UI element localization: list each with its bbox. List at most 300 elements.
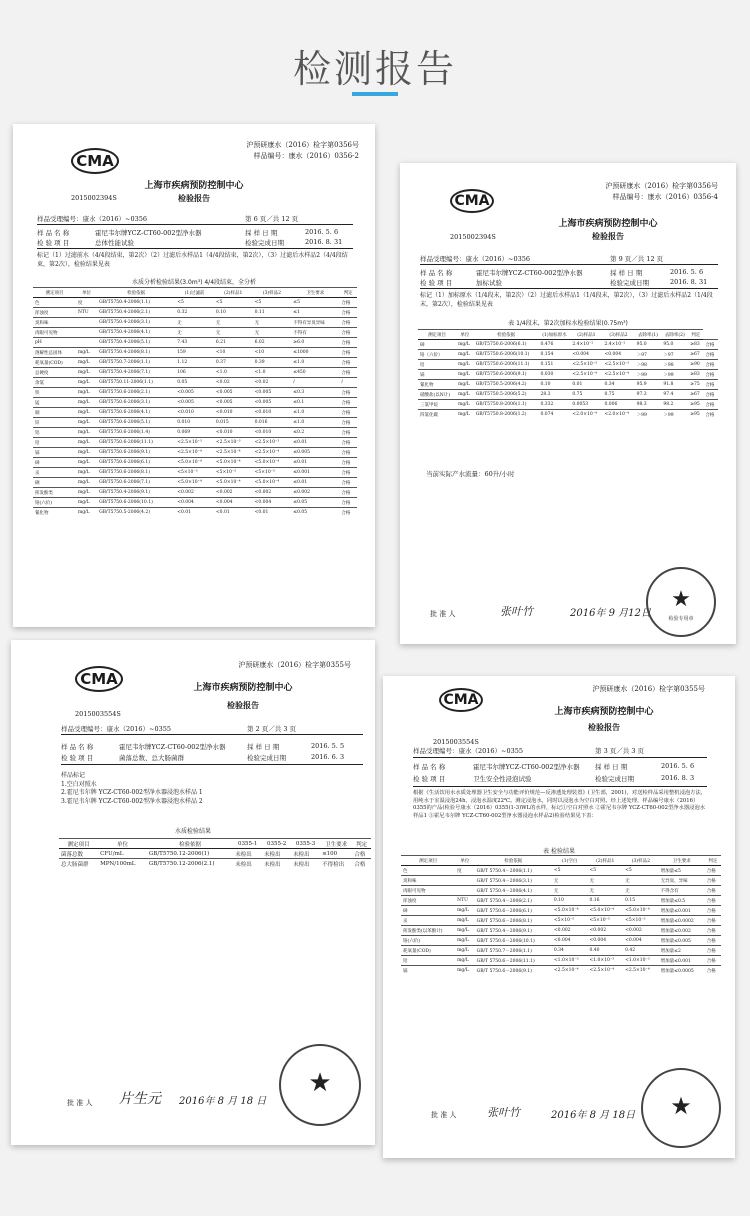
table-cell: GB/T5750.7-2006(1.1) (97, 358, 175, 368)
table-cell: 无 (587, 876, 623, 886)
test-item: 菌落总数、总大肠菌群 (119, 754, 184, 762)
table-cell: 合格 (705, 916, 721, 926)
table-cell: 合格 (339, 458, 357, 468)
column-header: 单位 (98, 839, 147, 849)
table-cell: 合格 (703, 350, 718, 360)
sample-number: 样品编号：康水（2016）0356-2 (253, 151, 359, 160)
sample-date: 2016. 5. 6 (670, 268, 704, 276)
table-cell: 硒 (33, 478, 76, 488)
table-row (418, 400, 718, 410)
table-row (418, 360, 718, 370)
table-cell: GB/T5750.5-2006(5.2) (474, 390, 539, 400)
column-header: (2)样品1 (587, 856, 623, 866)
table-cell: ＞99 (661, 410, 688, 420)
table-cell: 合格 (705, 966, 721, 976)
table-cell: mg/L (455, 936, 474, 946)
table-cell: 合格 (339, 418, 357, 428)
table-cell: 0.05 (175, 378, 214, 388)
mark-2: 2.霍尼韦尔牌 YCZ-CT60-002型净水器浸泡水样品 1 (61, 789, 203, 797)
test-item: 总体性能试验 (95, 239, 134, 247)
report-number: 沪预研康水（2016）检字第0355号 (238, 661, 351, 669)
official-stamp-icon: ★ 检验专用章 (646, 567, 716, 637)
column-header: 判定 (688, 330, 703, 340)
table-cell: <1.0×10⁻³ (552, 956, 588, 966)
table-cell: mg/L (76, 428, 97, 438)
table-cell: <2.5×10⁻⁴ (214, 448, 253, 458)
table-cell: <0.005 (175, 398, 214, 408)
table-cell: 合格 (705, 886, 721, 896)
table-cell: ≤1.0 (291, 408, 339, 418)
table-cell: 镉 (418, 370, 456, 380)
table-cell: ≥83 (688, 340, 703, 350)
table-cell: 增加量≤0.001 (659, 956, 705, 966)
approver-label: 批 准 人 (67, 1099, 93, 1107)
table-cell: mg/L (455, 916, 474, 926)
table-cell: 汞 (33, 468, 76, 478)
done-date-label: 检验完成日期 (245, 239, 284, 247)
table-row (33, 298, 357, 308)
table-cell: 合格 (352, 859, 371, 869)
table-cell: 增加量≤0.0005 (659, 966, 705, 976)
table-cell: GB/T5750.4-2006(4.1) (97, 328, 175, 338)
column-header: 检验依据 (147, 839, 233, 849)
table-cell: ≤0.01 (291, 458, 339, 468)
table-cell: <2.5×10⁻⁴ (253, 448, 292, 458)
table-cell: <2.5×10⁻³ (570, 360, 602, 370)
table-cell: 未检出 (262, 849, 291, 859)
table-cell: NTU (455, 896, 474, 906)
table-cell: GB/T5750.6-2006(7.1) (97, 478, 175, 488)
table-cell: CFU/mL (98, 849, 147, 859)
table-cell: 未检出 (262, 859, 291, 869)
table-cell: ≤1.0 (291, 418, 339, 428)
receipt-number: 样品受理编号：康水（2016）~0355 (413, 747, 524, 755)
column-header: 检验依据 (475, 856, 552, 866)
table-cell: 91.8 (661, 380, 688, 390)
table-cell: GB/T5750.6-2006(3.1) (97, 398, 175, 408)
report-page-2 (400, 163, 736, 644)
column-header: (1)过滤前 (175, 288, 214, 298)
cma-logo-icon: CMA (439, 688, 483, 712)
table-cell: 度 (76, 298, 97, 308)
table-cell: 合格 (339, 298, 357, 308)
table-cell: 无 (587, 886, 623, 896)
remark: 标记（1）加标原水（1/4段末，第2次）（2）过滤后水样品1（1/4段末，第2次），（3）过滤后水样品2（1/4段末，第2次），检验结果见表 (420, 292, 713, 308)
official-stamp-icon: ★ (641, 1068, 721, 1148)
table-cell: 无 (253, 318, 292, 328)
table-cell: 0.16 (587, 896, 623, 906)
table-cell: 合格 (339, 468, 357, 478)
table-cell: 0.37 (214, 358, 253, 368)
table-cell: <2.5×10⁻⁴ (623, 966, 659, 976)
table-cell: <0.004 (587, 936, 623, 946)
column-header: 单位 (76, 288, 97, 298)
table-cell: <0.005 (253, 388, 292, 398)
table-cell: ≤0.01 (291, 478, 339, 488)
table-cell: <1.0 (253, 368, 292, 378)
org-name: 上海市疾病预防控制中心 (554, 707, 654, 717)
table-cell: mg/L (76, 458, 97, 468)
table-cell: <5.0×10⁻⁴ (253, 478, 292, 488)
table-cell: 0.34 (602, 380, 634, 390)
table-cell: 色 (33, 298, 76, 308)
report-title: 检验报告 (592, 232, 624, 241)
table-cell: / (339, 378, 357, 388)
table-cell: <0.005 (214, 388, 253, 398)
table-cell: 挥发酚类 (33, 488, 76, 498)
table-cell: 合格 (339, 438, 357, 448)
table-cell: 28.3 (538, 390, 570, 400)
column-header: (3)样品2 (253, 288, 292, 298)
table-cell: <2.0×10⁻⁴ (602, 410, 634, 420)
table-cell: GB/T5750.4-2006(5.1) (97, 338, 175, 348)
table-cell: 硝酸盐(以N计) (418, 390, 456, 400)
table-cell: 肉眼可见物 (401, 886, 455, 896)
table-cell: <1.0×10⁻³ (623, 956, 659, 966)
column-header: 检验依据 (97, 288, 175, 298)
sample-name-label: 样 品 名 称 (420, 269, 453, 277)
sign-date: 2016年 8 月 18 日 (179, 1096, 267, 1107)
table-cell: 合格 (703, 340, 718, 350)
table-cell: <5.0×10⁻⁴ (587, 906, 623, 916)
procedure-paragraph: 根据《生活饮用水水质处理器卫生安全与功能评价规范—反渗透处理装置》(卫生部，2001)，对送检样品采用整机浸泡方法，用纯水于室温浸泡24h，浸泡水温度22℃。测定浸泡水，同时以浸泡水为空白对照。经上述处理，样品编号康水（2016）0355的产品(检验号康水（2016）0355(1-3)WL的水样，标记①空白对照水 ②霍尼韦尔牌 YCZ-CT60-002型净水器浸泡水样品1 ③霍尼韦尔牌 YCZ-CT60-002型净水器浸泡水样品2)检验结果见下表： (413, 790, 707, 820)
table-title: 水质分析检验结果(3.0m³) 4/4段结束，全分析 (131, 279, 257, 286)
table-cell: <2.5×10⁻⁴ (552, 966, 588, 976)
table-cell: mg/L (456, 370, 474, 380)
table-row (33, 388, 357, 398)
table-cell: <5 (175, 298, 214, 308)
test-item-label: 检 验 项 目 (420, 279, 453, 287)
report-title: 检验报告 (227, 701, 259, 710)
column-header: 去除率(2) (661, 330, 688, 340)
table-cell: 氰化物 (418, 380, 456, 390)
table-cell: GB/T5750.8-2006(1.2) (474, 410, 539, 420)
results-table (401, 855, 721, 975)
table-cell: 合格 (703, 400, 718, 410)
table-cell: <0.01 (253, 508, 292, 518)
table-cell: 0.11 (253, 308, 292, 318)
table-cell: 合格 (339, 368, 357, 378)
table-cell: <5 (214, 298, 253, 308)
table-cell: <2.5×10⁻⁴ (570, 370, 602, 380)
table-cell (76, 328, 97, 338)
table-cell: ≤450 (291, 368, 339, 378)
table-cell: mg/L (456, 410, 474, 420)
signature: 张叶竹 (487, 1106, 520, 1119)
table-cell: GB/T 5750.4－2006(3.1) (475, 876, 552, 886)
table-row (59, 859, 371, 869)
table-cell: <5.0×10⁻⁴ (253, 458, 292, 468)
table-cell: <5×10⁻⁵ (623, 916, 659, 926)
table-cell: <0.002 (253, 488, 292, 498)
table-cell: <0.004 (175, 498, 214, 508)
column-header: 单位 (456, 330, 474, 340)
page-number: 第 3 页／共 3 页 (595, 747, 645, 755)
table-header-row (401, 856, 721, 866)
official-stamp-icon: ★ (279, 1044, 361, 1126)
sample-date: 2016. 5. 6 (661, 762, 695, 770)
column-header: (3)样品2 (602, 330, 634, 340)
table-cell: ≤0.01 (291, 438, 339, 448)
table-row (401, 966, 721, 976)
table-cell: 106 (175, 368, 214, 378)
table-cell: 97.4 (661, 390, 688, 400)
table-cell: <0.010 (214, 408, 253, 418)
table-cell: GB/T5750.6-2006(10.1) (474, 350, 539, 360)
table-row (401, 946, 721, 956)
table-row (33, 418, 357, 428)
table-cell: MPN/100mL (98, 859, 147, 869)
column-header: 卫生要求 (659, 856, 705, 866)
table-cell: <5.0×10⁻⁴ (175, 458, 214, 468)
mark-3: 3.霍尼韦尔牌 YCZ-CT60-002型净水器浸泡水样品 2 (61, 798, 203, 806)
column-header: 去除率(1) (635, 330, 662, 340)
table-cell: 三氯甲烷 (418, 400, 456, 410)
table-cell: <0.004 (552, 936, 588, 946)
table-cell: 未检出 (233, 849, 262, 859)
table-cell: GB/T5750.6-2006(4.1) (97, 408, 175, 418)
table-cell: GB/T5750.6-2006(1.4) (97, 428, 175, 438)
table-cell: 锌 (33, 418, 76, 428)
table-cell: <5 (552, 866, 588, 876)
table-cell: <0.002 (552, 926, 588, 936)
sample-date: 2016. 5. 5 (311, 742, 345, 750)
table-cell: <0.002 (587, 926, 623, 936)
table-cell: 未检出 (233, 859, 262, 869)
table-cell: 0.10 (214, 308, 253, 318)
table-cell: ≥83 (688, 370, 703, 380)
stamp-label: 检验专用章 (668, 616, 694, 622)
table-cell: 0.010 (175, 418, 214, 428)
serial-number: 2015003554S (433, 738, 479, 746)
table-cell: GB/T5750.4-2006(2.1) (97, 308, 175, 318)
table-cell: ＞99 (635, 410, 662, 420)
table-cell: <0.004 (570, 350, 602, 360)
table-cell: <0.010 (253, 428, 292, 438)
table-row (418, 350, 718, 360)
table-cell: GB/T 5750.4－2006(4.1) (475, 886, 552, 896)
table-cell: mg/L (455, 966, 474, 976)
table-cell: 砷 (418, 340, 456, 350)
table-row (33, 448, 357, 458)
table-row (33, 468, 357, 478)
report-number: 沪预研康水（2016）检字第0356号 (605, 182, 718, 190)
sample-date-label: 採 样 日 期 (595, 763, 628, 771)
table-cell: mg/L (76, 408, 97, 418)
table-cell: GB/T 5750.6－2006(6.1) (475, 906, 552, 916)
table-cell: 0.476 (538, 340, 570, 350)
column-header: (1)加标原水 (538, 330, 570, 340)
table-cell: 总大肠菌群 (59, 859, 98, 869)
column-header: 0355-3 (291, 839, 320, 849)
test-item-label: 检 验 项 目 (37, 239, 70, 247)
table-cell: <2.0×10⁻⁴ (570, 410, 602, 420)
table-cell: <5 (253, 298, 292, 308)
table-cell: 97.3 (635, 390, 662, 400)
table-cell: mg/L (456, 380, 474, 390)
column-header: 判定 (352, 839, 371, 849)
table-cell: 色 (401, 866, 455, 876)
table-row (33, 458, 357, 468)
table-cell: 0.42 (623, 946, 659, 956)
table-cell: 0.34 (552, 946, 588, 956)
table-cell: ≤0.05 (291, 498, 339, 508)
table-cell: 合格 (703, 380, 718, 390)
table-cell: 菌落总数 (59, 849, 98, 859)
table-cell: 合格 (705, 906, 721, 916)
table-cell: 0.10 (538, 380, 570, 390)
table-cell: 铅 (33, 438, 76, 448)
table-cell (455, 876, 474, 886)
table-row (33, 308, 357, 318)
receipt-number: 样品受理编号：康水（2016）~0356 (420, 255, 531, 263)
table-cell: 无 (214, 318, 253, 328)
table-cell: 159 (175, 348, 214, 358)
table-cell: GB/T5750.6-2006(2.1) (97, 388, 175, 398)
table-row (401, 906, 721, 916)
table-cell: mg/L (76, 468, 97, 478)
org-name: 上海市疾病预防控制中心 (144, 181, 244, 191)
table-cell: <5.0×10⁻⁴ (175, 478, 214, 488)
table-cell: 合格 (339, 428, 357, 438)
table-cell: 合格 (339, 508, 357, 518)
table-cell: mg/L (76, 418, 97, 428)
table-cell: ＞99 (635, 370, 662, 380)
report-page-4 (383, 676, 735, 1158)
table-cell: 合格 (339, 488, 357, 498)
table-cell: 无 (214, 328, 253, 338)
table-cell: <2.5×10⁻⁴ (175, 448, 214, 458)
table-row (33, 348, 357, 358)
table-cell: <0.010 (253, 408, 292, 418)
signature: 张叶竹 (500, 605, 533, 618)
table-row (33, 478, 357, 488)
table-cell: <10 (214, 348, 253, 358)
table-row (418, 410, 718, 420)
report-page-3 (11, 640, 375, 1145)
table-row (33, 408, 357, 418)
table-cell: mg/L (76, 358, 97, 368)
test-item-label: 检 验 项 目 (413, 775, 446, 783)
table-cell: 0.151 (538, 360, 570, 370)
column-header: (2)样品1 (214, 288, 253, 298)
table-cell: GB/T5750.6-2006(9.1) (474, 370, 539, 380)
table-cell: mg/L (76, 388, 97, 398)
table-row (401, 876, 721, 886)
column-header: (3)样品2 (623, 856, 659, 866)
table-cell: GB/T5750.6-2006(6.1) (474, 340, 539, 350)
table-cell: 增加量≤0.5 (659, 896, 705, 906)
serial-number: 2015003554S (75, 710, 121, 718)
sample-name-label: 样 品 名 称 (61, 743, 94, 751)
table-cell: <0.005 (214, 398, 253, 408)
table-cell: GB/T5750.5-2006(4.2) (97, 508, 175, 518)
table-cell: 合格 (703, 370, 718, 380)
table-row (401, 886, 721, 896)
table-cell: <5×10⁻⁵ (552, 916, 588, 926)
table-row (418, 380, 718, 390)
table-cell: ≤1.0 (291, 358, 339, 368)
table-cell: 浑浊度 (33, 308, 76, 318)
table-cell: ≤0.002 (291, 488, 339, 498)
table-cell: 不得含有 (659, 886, 705, 896)
table-cell: GB/T 5750.4－2006(2.1) (475, 896, 552, 906)
table-cell: 不得有 (291, 328, 339, 338)
table-cell: 铅 (401, 956, 455, 966)
table-cell: <2.5×10⁻⁴ (587, 966, 623, 976)
table-cell: ≤1000 (291, 348, 339, 358)
report-number: 沪预研康水（2016）检字第0356号 (246, 141, 359, 149)
table-cell: 0.016 (253, 418, 292, 428)
column-header: 测定项目 (33, 288, 76, 298)
table-cell: <5×10⁻⁵ (253, 468, 292, 478)
table-title: 水质检验结果 (174, 828, 211, 835)
table-cell: mg/L (455, 926, 474, 936)
org-name: 上海市疾病预防控制中心 (193, 683, 293, 693)
table-cell: 增加量≤0.001 (659, 906, 705, 916)
table-cell: mg/L (76, 368, 97, 378)
table-cell: ≥90 (688, 360, 703, 370)
table-cell: ＞97 (635, 350, 662, 360)
table-cell: GB/T 5750.4－2006(1.1) (475, 866, 552, 876)
table-cell: 无 (175, 318, 214, 328)
table-cell: 氰化物 (33, 508, 76, 518)
sample-name: 霍尼韦尔牌YCZ-CT60-002型净水器 (119, 743, 226, 751)
table-cell: 0.154 (538, 350, 570, 360)
report-title: 检验报告 (178, 194, 210, 203)
table-cell: 肉眼可见物 (33, 328, 76, 338)
table-cell: <10 (253, 348, 292, 358)
table-cell: 合格 (339, 478, 357, 488)
table-row (33, 438, 357, 448)
table-cell: 砷 (33, 458, 76, 468)
table-cell: <2.5×10⁻³ (214, 438, 253, 448)
results-table (33, 287, 357, 517)
table-cell: ≤0.2 (291, 428, 339, 438)
page-number: 第 9 页／共 12 页 (610, 255, 664, 263)
table-cell: <0.010 (214, 428, 253, 438)
table-cell: ≥75 (688, 380, 703, 390)
sample-name-label: 样 品 名 称 (413, 763, 446, 771)
report-title: 检验报告 (588, 723, 620, 732)
table-cell: mg/L (456, 350, 474, 360)
sample-date-label: 採 样 日 期 (245, 229, 278, 237)
table-cell: 无 (175, 328, 214, 338)
sample-name-label: 样 品 名 称 (37, 229, 70, 237)
table-cell: <5×10⁻⁵ (587, 916, 623, 926)
table-cell: 合格 (705, 936, 721, 946)
serial-number: 2015002394S (450, 233, 496, 241)
table-cell: GB/T5750.4-2006(7.1) (97, 368, 175, 378)
table-cell: mg/L (76, 478, 97, 488)
table-cell: 2.4×10⁻² (570, 340, 602, 350)
table-cell: GB/T5750.12-2006(1) (147, 849, 233, 859)
table-cell: 0.069 (175, 428, 214, 438)
done-date-label: 检验完成日期 (610, 279, 649, 287)
table-row (33, 328, 357, 338)
serial-number: 2015002394S (71, 194, 117, 202)
table-cell: GB/T5750.6-2006(6.1) (97, 458, 175, 468)
table-cell: 无 (623, 886, 659, 896)
table-cell: 无异臭、异味 (659, 876, 705, 886)
table-cell: ≤5 (291, 298, 339, 308)
table-cell: 6.21 (214, 338, 253, 348)
table-cell: GB/T5750.12-2006(2.1) (147, 859, 233, 869)
table-cell: 挥发酚类(以苯酚计) (401, 926, 455, 936)
table-cell: 合格 (339, 398, 357, 408)
org-name: 上海市疾病预防控制中心 (558, 219, 658, 229)
column-header: (1)空白 (552, 856, 588, 866)
